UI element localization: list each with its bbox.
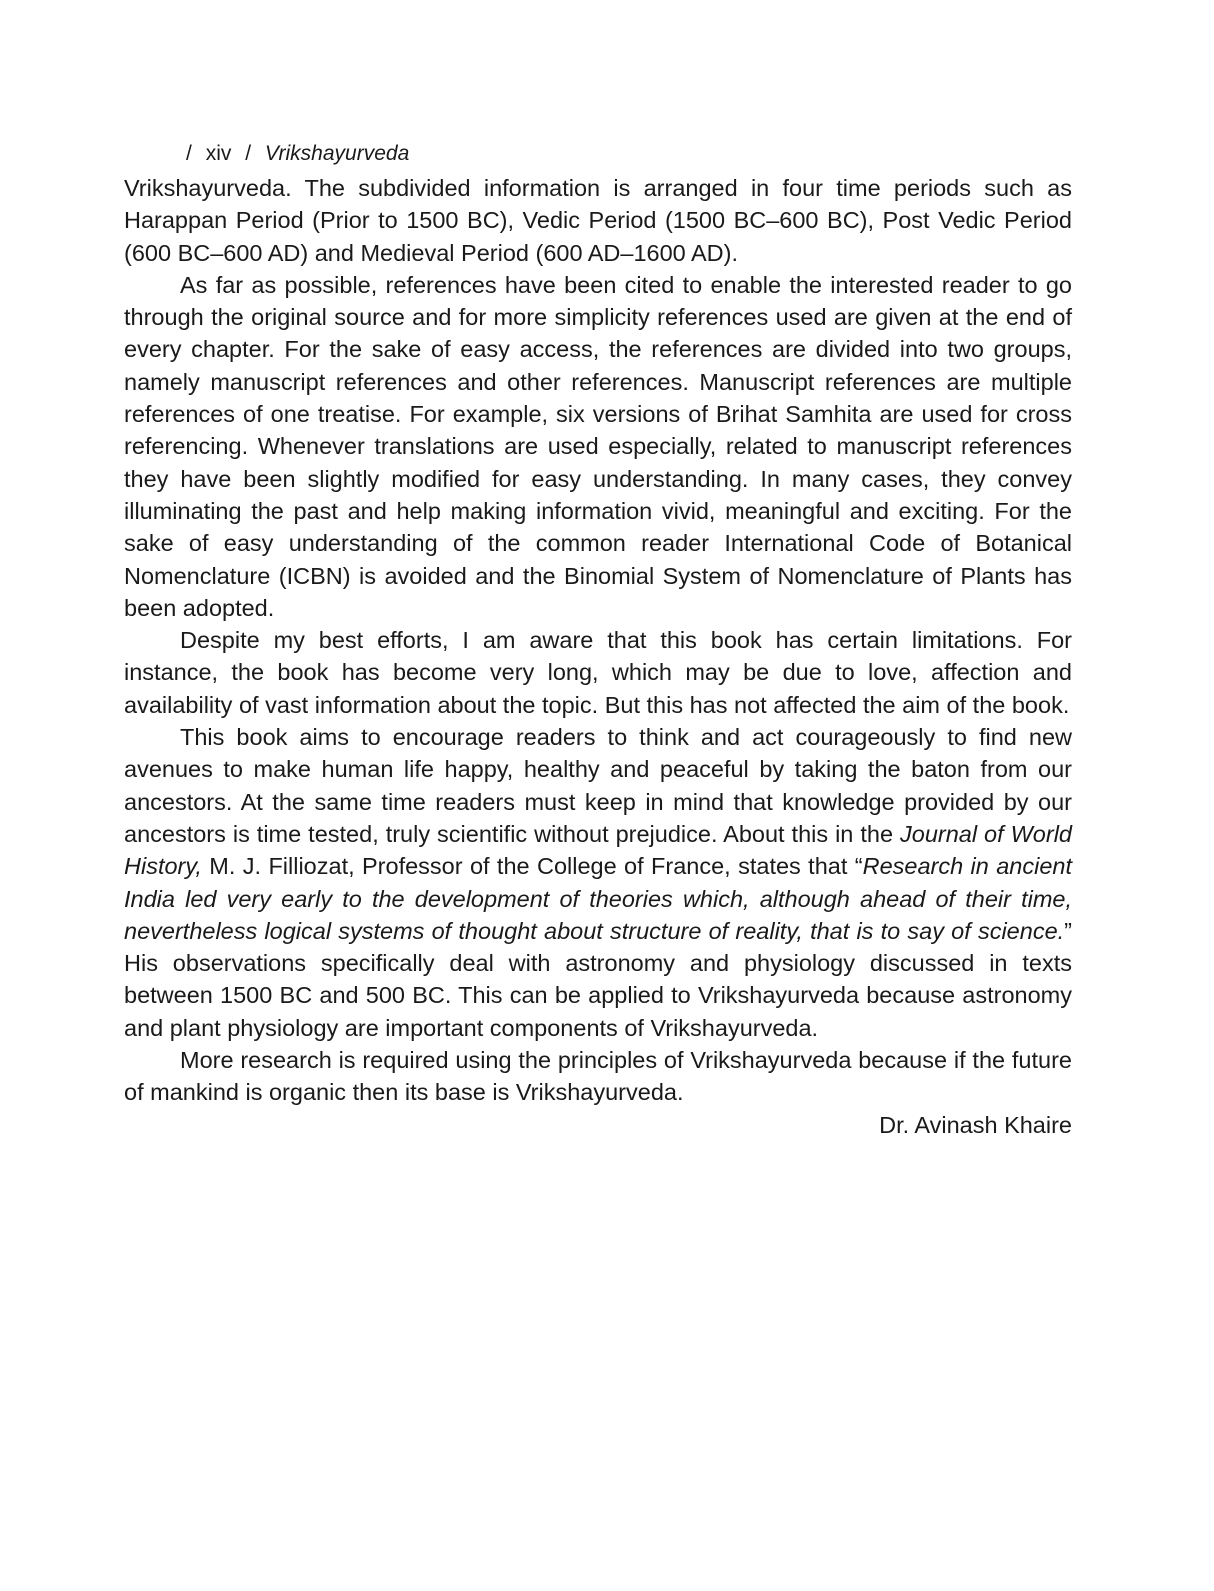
author-signature: Dr. Avinash Khaire [879,1111,1072,1138]
paragraph-4-text-3: ” His observations specifically deal with astronomy and physiology discussed in texts between 1500 BC and 500 BC. This can be applied to Vrikshayurveda because astronomy and plant physiology are important components of Vrikshayurveda. [124,917,1072,1041]
page-number: xiv [205,142,232,165]
header-separator: / [186,142,192,165]
paragraph-4-text-1: This book aims to encourage readers to think and act courageously to find new avenues to make human life happy, healthy and peaceful by taking the baton from our ancestors. At the same time readers must keep in mind that knowledge provided by our ancestors is time tested, truly scientific without prejudice. About this in the [124,724,1072,847]
running-head [186,138,1072,170]
journal-title: Journal of World History, [124,820,1072,880]
book-title: Vrikshayurveda [264,142,410,165]
paragraph-3: Despite my best efforts, I am aware that this book has certain limitations. For instance, the book has become very long, which may be due to love, affection and availability of vast information about the topic. But this has not affected the aim of the book. [124,627,1072,718]
paragraph-2: As far as possible, references have been cited to enable the interested reader to go through the original source and for more simplicity references used are given at the end of every chapter. For the sake of easy access, the references are divided into two groups, namely manuscript references and other references. Manuscript references are multiple references of one treatise. For example, six versions of Brihat Samhita are used for cross referencing. Whenever translations are used especially, related to manuscript references they have been slightly modified for easy understanding. In many cases, they convey illuminating the past and help making information vivid, meaningful and exciting. For the sake of easy understanding of the common reader International Code of Botanical Nomenclature (ICBN) is avoided and the Binomial System of Nomenclature of Plants has been adopted. [124,271,1072,621]
header-separator: / [245,142,252,165]
paragraph-4-text-2: M. J. Filliozat, Professor of the College of France, states that “ [201,853,863,880]
book-page [124,138,1072,1141]
paragraph-5: More research is required using the principles of Vrikshayurveda because if the future of mankind is organic then its base is Vrikshayurveda. [124,1047,1072,1106]
paragraph-4 [124,721,1072,1044]
paragraph-1: Vrikshayurveda. The subdivided information is arranged in four time periods such as Harappan Period (Prior to 1500 BC), Vedic Period (1500 BC–600 BC), Post Vedic Period (600 BC–600 AD) and Medieval Period (600 AD–1600 AD). [124,175,1072,266]
filliozat-quote: Research in ancient India led very early to the development of theories which, although ahead of their time, nevertheless logical systems of thought about structure of reality, that is to say of science. [124,853,1073,944]
